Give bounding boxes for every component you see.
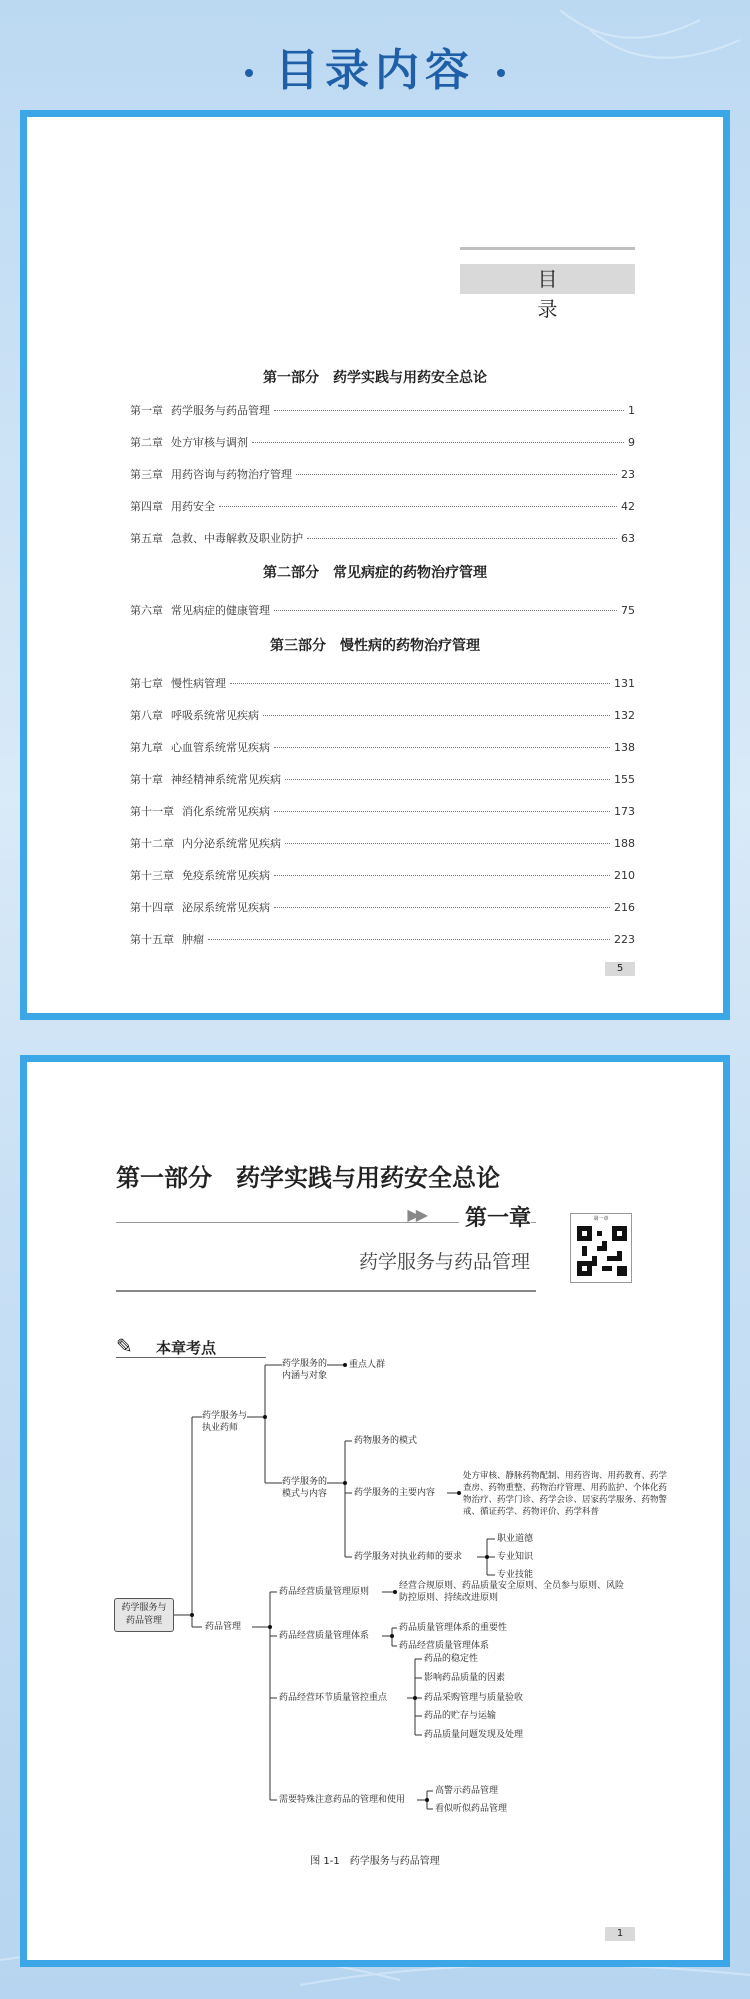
mindmap-node: 药品的贮存与运输 bbox=[424, 1711, 497, 1721]
toc-leader bbox=[274, 610, 617, 611]
dot-icon bbox=[245, 69, 253, 77]
toc-leader bbox=[208, 939, 610, 940]
toc-chapter-no: 第一章 bbox=[130, 404, 163, 417]
mindmap-node: 专业知识 bbox=[497, 1552, 534, 1562]
toc-leader bbox=[230, 683, 610, 684]
page-header bbox=[0, 0, 750, 110]
toc-chapter-no: 第二章 bbox=[130, 436, 163, 449]
toc-leader bbox=[285, 779, 610, 780]
chapter-panel bbox=[20, 1055, 730, 1967]
figure-caption: 图 1-1 药学服务与药品管理 bbox=[310, 1856, 440, 1867]
toc-leader bbox=[219, 506, 617, 507]
mindmap-node: 高警示药品管理 bbox=[435, 1786, 499, 1796]
toc-entry-page: 155 bbox=[614, 773, 635, 786]
mindmap-node: 处方审核、静脉药物配制、用药咨询、用药教育、药学查房、药物重整、药物治疗管理、用药监护、个体化药物治疗、药学门诊、药学会诊、居家药学服务、药物警戒、循证药学、药物评价、药学科普 bbox=[463, 1471, 668, 1517]
pen-icon: ✎ bbox=[116, 1334, 133, 1358]
toc-entry-page: 23 bbox=[621, 468, 635, 481]
toc-leader bbox=[274, 907, 610, 908]
toc-chapter-no: 第十二章 bbox=[130, 837, 174, 850]
toc-entry-title: 慢性病管理 bbox=[171, 677, 226, 690]
toc-entry-title: 内分泌系统常见疾病 bbox=[182, 837, 281, 850]
toc-chapter-no: 第八章 bbox=[130, 709, 163, 722]
toc-leader bbox=[274, 410, 624, 411]
toc-entry-title: 急救、中毒解救及职业防护 bbox=[171, 532, 303, 545]
qr-label: 第一章 bbox=[593, 1216, 609, 1222]
toc-leader bbox=[274, 811, 610, 812]
toc-entry[interactable] bbox=[130, 602, 635, 618]
toc-chapter-no: 第十章 bbox=[130, 773, 163, 786]
toc-chapter-no: 第十四章 bbox=[130, 901, 174, 914]
toc-chapter-no: 第七章 bbox=[130, 677, 163, 690]
mindmap-node: 药学服务的模式与内容 bbox=[282, 1477, 328, 1499]
toc-entry[interactable] bbox=[130, 466, 635, 482]
mindmap-node: 药品经营环节质量管控重点 bbox=[279, 1693, 388, 1703]
toc-leader bbox=[274, 875, 610, 876]
toc-leader bbox=[274, 747, 610, 748]
mindmap-node: 药品经营质量管理体系 bbox=[279, 1631, 370, 1641]
toc-entry-title: 神经精神系统常见疾病 bbox=[171, 773, 281, 786]
toc-leader bbox=[252, 442, 624, 443]
toc-entry-page: 216 bbox=[614, 901, 635, 914]
toc-entry-title: 处方审核与调剂 bbox=[171, 436, 248, 449]
toc-entry-title: 用药安全 bbox=[171, 500, 215, 513]
toc-entry-page: 138 bbox=[614, 741, 635, 754]
mindmap-node: 药品管理 bbox=[205, 1622, 242, 1632]
toc-chapter-no: 第九章 bbox=[130, 741, 163, 754]
toc-entry-title: 免疫系统常见疾病 bbox=[182, 869, 270, 882]
header-title bbox=[0, 34, 750, 98]
toc-entry-page: 132 bbox=[614, 709, 635, 722]
mindmap-node: 重点人群 bbox=[349, 1360, 386, 1370]
mindmap-node: 药品采购管理与质量验收 bbox=[424, 1693, 524, 1703]
toc-entry[interactable] bbox=[130, 835, 635, 851]
toc-leader bbox=[263, 715, 610, 716]
toc-entry-page: 131 bbox=[614, 677, 635, 690]
mindmap-node: 药品质量管理体系的重要性 bbox=[399, 1623, 508, 1633]
mindmap-node: 专业技能 bbox=[497, 1570, 534, 1580]
toc-leader bbox=[285, 843, 610, 844]
toc-entry[interactable] bbox=[130, 931, 635, 947]
toc-entry-title: 药学服务与药品管理 bbox=[171, 404, 270, 417]
toc-panel bbox=[20, 110, 730, 1020]
mindmap-node: 药品经营质量管理体系 bbox=[399, 1641, 490, 1651]
toc-entry-page: 42 bbox=[621, 500, 635, 513]
toc-leader bbox=[296, 474, 617, 475]
mindmap-node: 药物服务的模式 bbox=[354, 1436, 418, 1446]
toc-entry-title: 用药咨询与药物治疗管理 bbox=[171, 468, 292, 481]
toc-chapter-no: 第六章 bbox=[130, 604, 163, 617]
toc-entry-title: 肿瘤 bbox=[182, 933, 204, 946]
mindmap-node: 药品的稳定性 bbox=[424, 1654, 479, 1664]
toc-title-box bbox=[460, 247, 635, 321]
toc-part-title: 第二部分 常见病症的药物治疗管理 bbox=[263, 565, 487, 581]
toc-entry-page: 223 bbox=[614, 933, 635, 946]
mindmap-root bbox=[114, 1598, 174, 1632]
toc-entry[interactable] bbox=[130, 530, 635, 546]
mindmap-node: 需要特殊注意药品的管理和使用 bbox=[279, 1795, 406, 1805]
toc-entry-page: 173 bbox=[614, 805, 635, 818]
toc-chapter-no: 第十一章 bbox=[130, 805, 174, 818]
toc-entry-title: 心血管系统常见疾病 bbox=[171, 741, 270, 754]
mindmap-node: 药学服务对执业药师的要求 bbox=[354, 1552, 463, 1562]
toc-entry[interactable] bbox=[130, 899, 635, 915]
toc-entry[interactable] bbox=[130, 707, 635, 723]
toc-entry[interactable] bbox=[130, 402, 635, 418]
page-number: 5 bbox=[605, 962, 635, 976]
toc-entry-page: 9 bbox=[628, 436, 635, 449]
mindmap-node: 药学服务的内涵与对象 bbox=[282, 1359, 328, 1381]
mindmap-node: 药品经营质量管理原则 bbox=[279, 1587, 370, 1597]
toc-chapter-no: 第四章 bbox=[130, 500, 163, 513]
mindmap-root-label: 药学服务与药品管理 bbox=[121, 1603, 167, 1626]
toc-title: 目 录 bbox=[460, 264, 635, 294]
toc-entry-title: 呼吸系统常见疾病 bbox=[171, 709, 259, 722]
toc-entry[interactable] bbox=[130, 498, 635, 514]
toc-entry[interactable] bbox=[130, 675, 635, 691]
header-title-text: 目录内容 bbox=[275, 45, 475, 96]
toc-entry[interactable] bbox=[130, 771, 635, 787]
toc-entry[interactable] bbox=[130, 867, 635, 883]
toc-chapter-no: 第十五章 bbox=[130, 933, 174, 946]
mindmap-node: 看似听似药品管理 bbox=[435, 1804, 508, 1814]
toc-entry[interactable] bbox=[130, 739, 635, 755]
toc-entry-title: 消化系统常见疾病 bbox=[182, 805, 270, 818]
toc-leader bbox=[307, 538, 617, 539]
toc-part-title: 第三部分 慢性病的药物治疗管理 bbox=[270, 638, 480, 654]
toc-chapter-no: 第五章 bbox=[130, 532, 163, 545]
mindmap-node: 药学服务的主要内容 bbox=[354, 1488, 436, 1498]
toc-entry-page: 210 bbox=[614, 869, 635, 882]
dot-icon bbox=[497, 69, 505, 77]
part-title: 第一部分 药学实践与用药安全总论 bbox=[116, 1163, 500, 1192]
toc-entry-page: 63 bbox=[621, 532, 635, 545]
toc-chapter-no: 第三章 bbox=[130, 468, 163, 481]
mindmap-node: 经营合规原则、药品质量安全原则、全员参与原则、风险防控原则、持续改进原则 bbox=[399, 1581, 625, 1603]
toc-entry-page: 75 bbox=[621, 604, 635, 617]
toc-entry[interactable] bbox=[130, 434, 635, 450]
key-points-label: 本章考点 bbox=[156, 1339, 217, 1357]
mindmap-node: 影响药品质量的因素 bbox=[424, 1673, 506, 1683]
chapter-number: 第一章 bbox=[459, 1201, 531, 1232]
toc-chapter-no: 第十三章 bbox=[130, 869, 174, 882]
toc-title-rule bbox=[460, 247, 635, 250]
chapter-title: 药学服务与药品管理 bbox=[358, 1251, 530, 1273]
toc-part-title: 第一部分 药学实践与用药安全总论 bbox=[263, 370, 487, 386]
mindmap-node: 药学服务与执业药师 bbox=[202, 1411, 248, 1433]
double-arrow-icon: ▶▶ bbox=[407, 1205, 424, 1224]
mindmap-node: 药品质量问题发现及处理 bbox=[424, 1730, 524, 1740]
mindmap-node: 职业道德 bbox=[497, 1534, 534, 1544]
toc-entry-page: 1 bbox=[628, 404, 635, 417]
toc-entry-title: 泌尿系统常见疾病 bbox=[182, 901, 270, 914]
toc-entry[interactable] bbox=[130, 803, 635, 819]
toc-entry-page: 188 bbox=[614, 837, 635, 850]
toc-entry-title: 常见病症的健康管理 bbox=[171, 604, 270, 617]
page-number: 1 bbox=[605, 1927, 635, 1941]
